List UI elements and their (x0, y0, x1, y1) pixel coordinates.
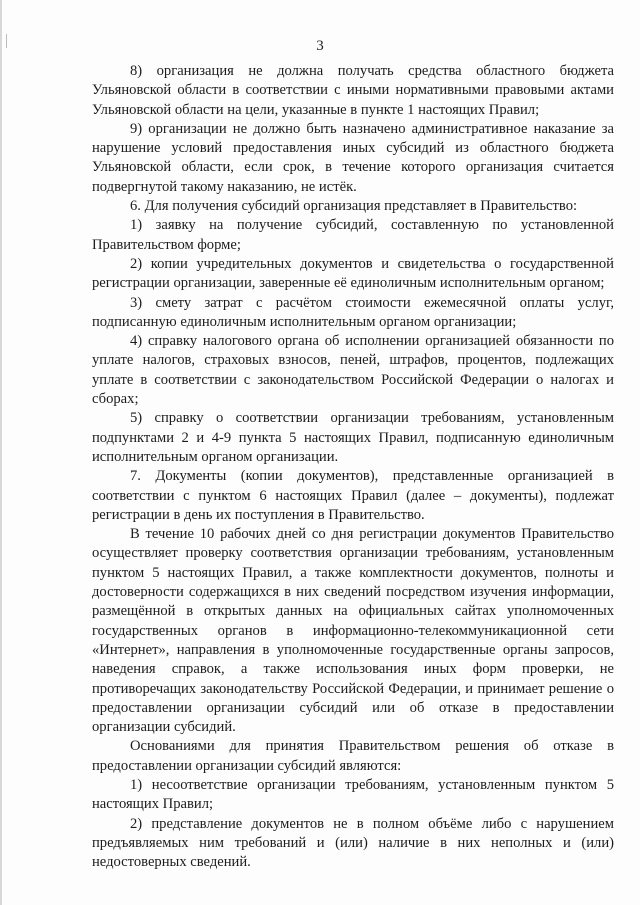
scan-edge (0, 0, 2, 905)
paragraph-6-item-3: 3) смету затрат с расчётом стоимости ежемесячной оплаты услуг, подписанную единоличным исполнительным органом организации; (92, 294, 614, 330)
paragraph-refusal-item-2: 2) представление документов не в полном объёме либо с нарушением предъявляемых ним требований и (или) наличие в них неполных и (или) недостоверных сведений. (92, 815, 614, 871)
paragraph-section-7: 7. Документы (копии документов), представленные организацией в соответствии с пунктом 6 настоящих Правил (далее – документы), подлежат регистрации в день их поступления в Правительство. (92, 468, 614, 523)
paragraph-verification: В течение 10 рабочих дней со дня регистрации документов Правительство осуществляет проверку соответствия организации требованиям, установленным пунктом 5 настоящих Правил, а также комплектности документов, полноты и достоверности содержащихся в них сведений посредством изучения информации, размещённой в открытых данных на официальных сайтах уполномоченных государственных органов в информационно-телекоммуникационной сети «Интернет», направления в уполномоченные государственные органы запросов, наведения справок, а также использования иных форм проверки, не противоречащих законодательству Российской Федерации, и принимает решение о предоставлении организации субсидий или об отказе в предоставлении организации субсидий. (92, 526, 614, 736)
paragraph-item-8: 8) организация не должна получать средства областного бюджета Ульяновской области в соответствии с иными нормативными правовыми актами Ульяновской области на цели, указанные в пункте 1 настоящих Правил; (92, 63, 614, 118)
paragraph-6-item-1: 1) заявку на получение субсидий, составленную по установленной Правительством форме; (92, 217, 614, 253)
paragraph-6-item-4: 4) справку налогового органа об исполнении организацией обязанности по уплате налогов, страховых взносов, пеней, штрафов, процентов, подлежащих уплате в соответствии с законодательством Российской Федерации о налогах и сборах; (92, 333, 614, 408)
document-body (92, 62, 614, 872)
paragraph-6-item-2: 2) копии учредительных документов и свидетельства о государственной регистрации организации, заверенные её единоличным исполнительным органом; (92, 255, 614, 292)
paragraph-refusal-item-1: 1) несоответствие организации требованиям, установленным пунктом 5 настоящих Правил; (92, 776, 614, 813)
paragraph-refusal-grounds: Основаниями для принятия Правительством решения об отказе в предоставлении организации субсидий являются: (92, 738, 614, 774)
page-number: 3 (316, 38, 324, 54)
paragraph-item-9: 9) организации не должно быть назначено административное наказание за нарушение условий предоставления иных субсидий из областного бюджета Ульяновской области, если срок, в течение которого организация считается подвергнутой такому наказанию, не истёк. (92, 120, 614, 195)
paragraph-section-6: 6. Для получения субсидий организация представляет в Правительство: (130, 198, 578, 215)
paragraph-6-item-5: 5) справку о соответствии организации требованиям, установленным подпунктами 2 и 4-9 пункта 5 настоящих Правил, подписанную единоличным исполнительным органом организации. (92, 410, 614, 465)
